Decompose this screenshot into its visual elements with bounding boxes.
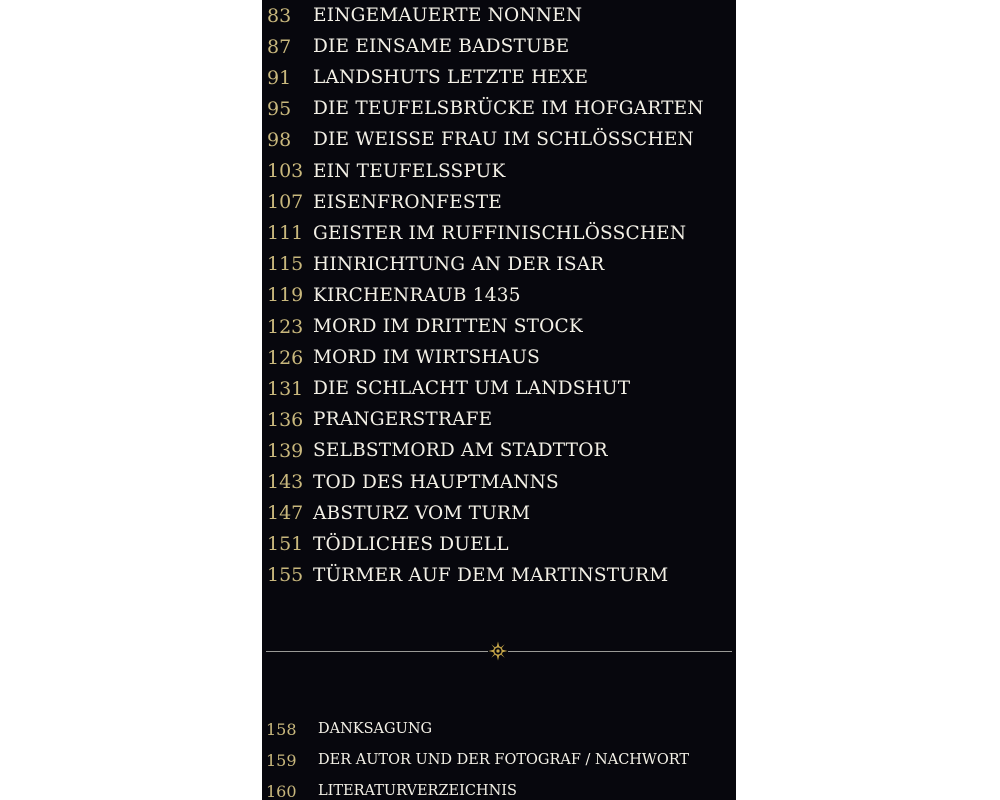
divider-line-left <box>266 651 488 652</box>
back-matter-entry[interactable] <box>262 776 736 800</box>
toc-entry[interactable] <box>262 93 736 124</box>
toc-page-number: 143 <box>267 471 304 493</box>
toc-page-number: 91 <box>267 66 292 89</box>
toc-entry-title: DIE TEUFELSBRÜCKE IM HOFGARTEN <box>313 98 704 120</box>
toc-entry[interactable] <box>262 218 736 249</box>
toc-page-number: 119 <box>267 284 304 307</box>
divider-line-right <box>508 651 732 652</box>
toc-page-number: 139 <box>267 439 304 462</box>
toc-entry[interactable] <box>262 529 736 560</box>
back-matter-entry[interactable] <box>262 714 736 745</box>
toc-entry-title: DIE SCHLACHT UM LANDSHUT <box>313 378 631 400</box>
toc-page-number: 155 <box>267 564 304 587</box>
toc-entry[interactable] <box>262 467 736 498</box>
toc-entry[interactable] <box>262 560 736 591</box>
toc-page-number: 83 <box>267 4 292 27</box>
toc-entry-title: EISENFRONFESTE <box>313 191 502 213</box>
toc-entry-title: TÜRMER AUF DEM MARTINSTURM <box>313 564 669 586</box>
compass-rose-ornament-icon <box>488 641 508 661</box>
toc-entry[interactable] <box>262 311 736 342</box>
toc-page-number: 95 <box>267 97 292 120</box>
toc-entry-title: DIE WEISSE FRAU IM SCHLÖSSCHEN <box>313 129 694 151</box>
toc-page-number: 126 <box>267 346 304 369</box>
toc-page-number: 103 <box>267 160 304 182</box>
back-matter-entry[interactable] <box>262 745 736 776</box>
toc-entry[interactable] <box>262 435 736 466</box>
toc-entry[interactable] <box>262 280 736 311</box>
toc-entry-title: TÖDLICHES DUELL <box>313 533 509 555</box>
back-matter-title: DER AUTOR UND DER FOTOGRAF / NACHWORT <box>318 752 690 768</box>
toc-entry-title: DIE EINSAME BADSTUBE <box>313 36 570 58</box>
back-matter-page-number: 159 <box>266 751 297 770</box>
toc-page-number: 123 <box>267 315 304 338</box>
toc-page-number: 115 <box>267 253 304 276</box>
toc-entry-title: KIRCHENRAUB 1435 <box>313 284 521 306</box>
toc-entry[interactable] <box>262 0 736 31</box>
section-divider <box>262 650 736 652</box>
toc-page-number: 98 <box>267 128 292 151</box>
toc-entry-title: HINRICHTUNG AN DER ISAR <box>313 253 605 275</box>
toc-entry[interactable] <box>262 498 736 529</box>
toc-entry[interactable] <box>262 62 736 93</box>
toc-page-number: 147 <box>267 502 304 525</box>
toc-entry-title: GEISTER IM RUFFINISCHLÖSSCHEN <box>313 222 687 244</box>
toc-entry[interactable] <box>262 342 736 373</box>
back-matter-title: LITERATURVERZEICHNIS <box>318 783 517 799</box>
toc-entry[interactable] <box>262 373 736 404</box>
toc-page-number: 107 <box>267 191 304 214</box>
toc-entry[interactable] <box>262 124 736 155</box>
toc-entry-title: MORD IM WIRTSHAUS <box>313 347 540 369</box>
table-of-contents-page <box>262 0 736 800</box>
toc-page-number: 151 <box>267 533 304 556</box>
back-matter-page-number: 160 <box>266 782 297 800</box>
toc-entry[interactable] <box>262 156 736 187</box>
toc-page-number: 136 <box>267 408 304 431</box>
back-matter-title: DANKSAGUNG <box>318 721 433 737</box>
toc-entry-title: EIN TEUFELSSPUK <box>313 160 506 182</box>
toc-entry-title: SELBSTMORD AM STADTTOR <box>313 440 608 462</box>
toc-entry[interactable] <box>262 187 736 218</box>
toc-entry-title: MORD IM DRITTEN STOCK <box>313 316 583 337</box>
toc-entry-title: LANDSHUTS LETZTE HEXE <box>313 67 589 89</box>
toc-page-number: 131 <box>267 377 304 400</box>
toc-entry-title: PRANGERSTRAFE <box>313 409 493 431</box>
toc-entry-title: EINGEMAUERTE NONNEN <box>313 5 583 26</box>
toc-entry-title: ABSTURZ VOM TURM <box>313 502 531 524</box>
back-matter-page-number: 158 <box>266 720 297 739</box>
toc-page-number: 111 <box>267 222 304 245</box>
toc-entry[interactable] <box>262 31 736 62</box>
toc-page-number: 87 <box>267 35 292 58</box>
toc-entry[interactable] <box>262 249 736 280</box>
toc-entry[interactable] <box>262 404 736 435</box>
toc-entry-title: TOD DES HAUPTMANNS <box>313 471 559 493</box>
